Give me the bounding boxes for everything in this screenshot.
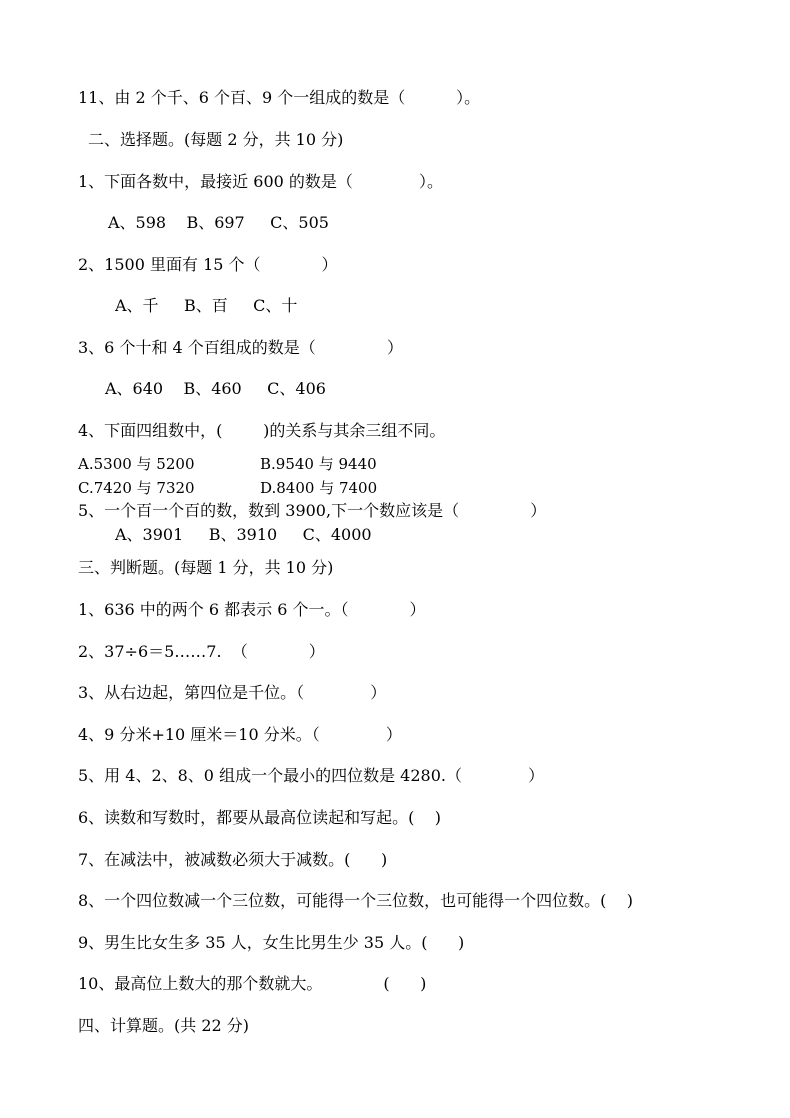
choice-q1: 1、下面各数中，最接近 600 的数是（ ）。 xyxy=(78,172,444,191)
choice-q2: 2、1500 里面有 15 个（ ） xyxy=(78,255,338,274)
choice-q1-options: A、598 B、697 C、505 xyxy=(108,213,329,232)
choice-q5: 5、一个百一个百的数，数到 3900,下一个数应该是（ ） xyxy=(78,501,547,520)
choice-q4: 4、下面四组数中，( )的关系与其余三组不同。 xyxy=(78,421,446,440)
judge-q7: 7、在减法中，被减数必须大于减数。( ) xyxy=(78,850,388,869)
judge-q5: 5、用 4、2、8、0 组成一个最小的四位数是 4280.（ ） xyxy=(78,766,545,785)
choice-q4-option-a: A.5300 与 5200 xyxy=(78,455,195,473)
choice-q5-options: A、3901 B、3910 C、4000 xyxy=(115,525,372,544)
judge-q4: 4、9 分米+10 厘米＝10 分米。（ ） xyxy=(78,725,402,744)
judge-q6: 6、读数和写数时，都要从最高位读起和写起。( ) xyxy=(78,808,442,827)
judge-q2: 2、37÷6＝5……7. （ ） xyxy=(78,642,325,661)
choice-q4-option-c: C.7420 与 7320 xyxy=(78,479,195,497)
choice-q4-option-d: D.8400 与 7400 xyxy=(260,479,378,497)
judge-q10: 10、最高位上数大的那个数就大。 ( ) xyxy=(78,974,427,993)
judge-q3: 3、从右边起，第四位是千位。（ ） xyxy=(78,683,387,702)
choice-q4-option-b: B.9540 与 9440 xyxy=(260,455,377,473)
section-3-heading: 三、判断题。(每题 1 分，共 10 分) xyxy=(78,558,334,577)
section-4-heading: 四、计算题。(共 22 分) xyxy=(78,1016,250,1035)
section-2-heading: 二、选择题。(每题 2 分，共 10 分) xyxy=(88,130,344,149)
choice-q3: 3、6 个十和 4 个百组成的数是（ ） xyxy=(78,338,404,357)
judge-q9: 9、男生比女生多 35 人，女生比男生少 35 人。( ) xyxy=(78,933,465,952)
choice-q2-options: A、千 B、百 C、十 xyxy=(115,296,298,315)
judge-q8: 8、一个四位数减一个三位数，可能得一个三位数，也可能得一个四位数。( ) xyxy=(78,891,634,910)
judge-q1: 1、636 中的两个 6 都表示 6 个一。（ ） xyxy=(78,600,426,619)
choice-q3-options: A、640 B、460 C、406 xyxy=(105,379,326,398)
question-11: 11、由 2 个千、6 个百、9 个一组成的数是（ ）。 xyxy=(78,88,481,107)
